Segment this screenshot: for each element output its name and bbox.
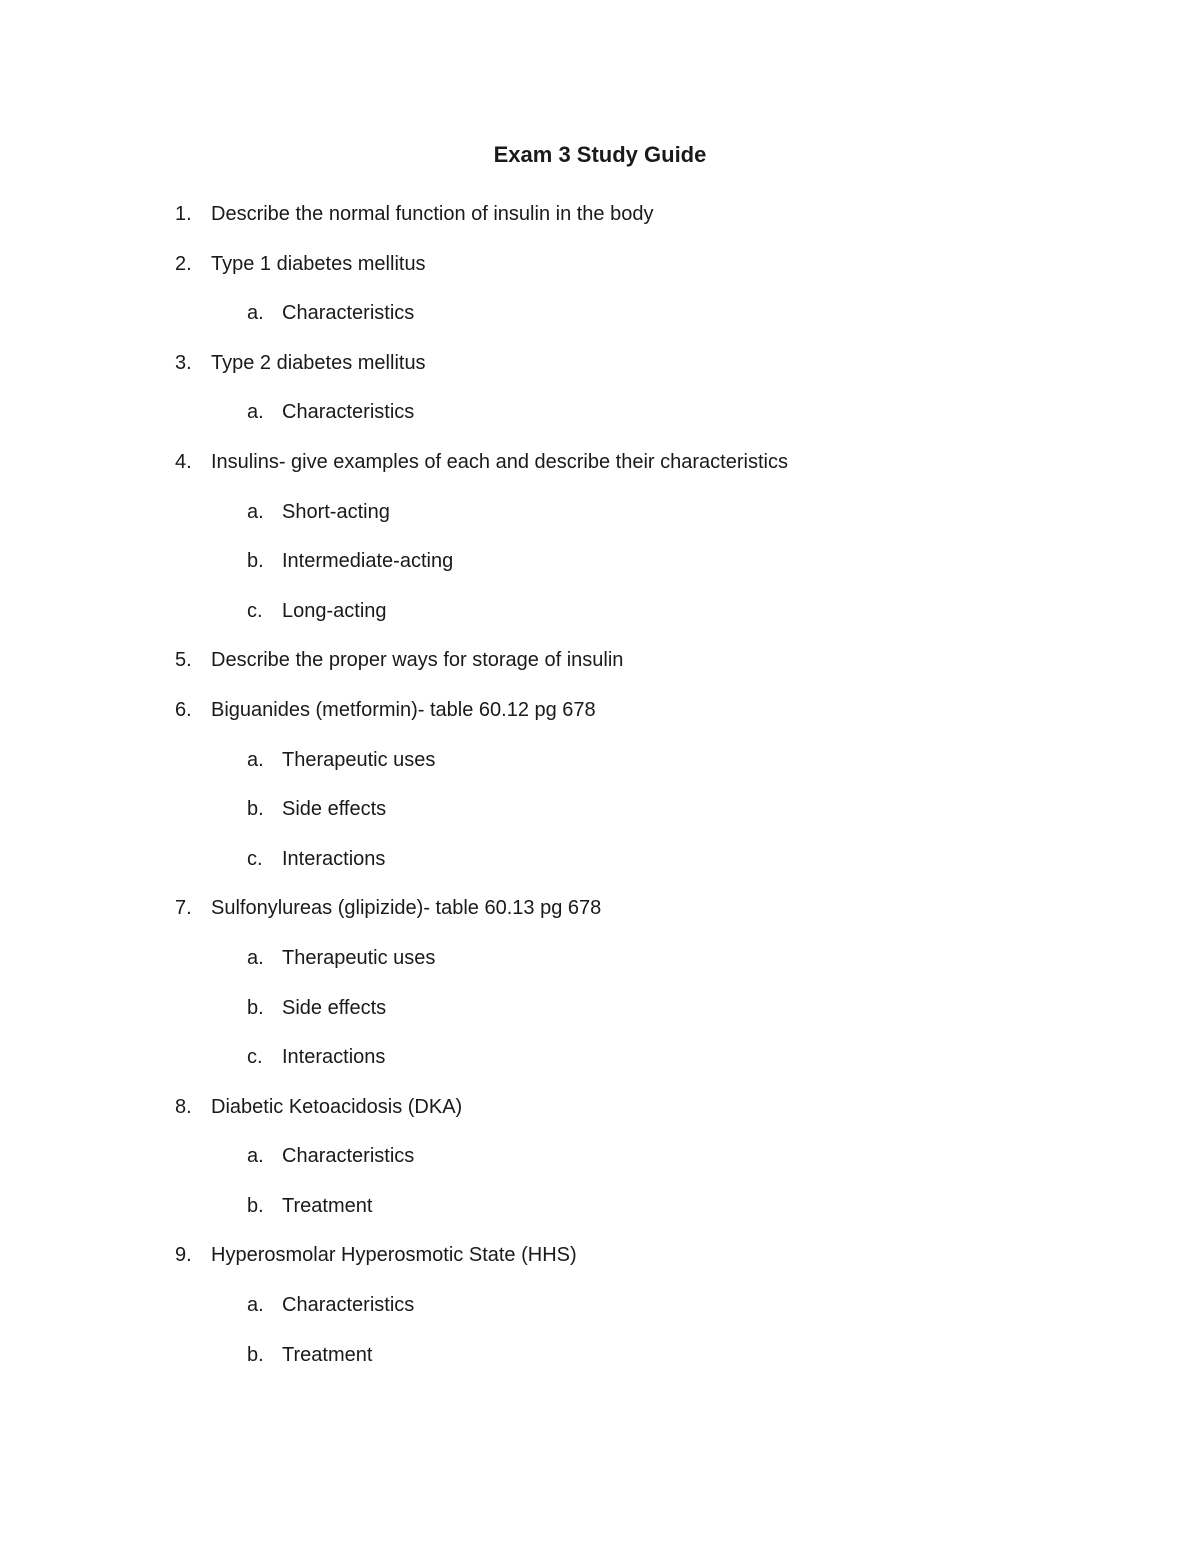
sub-list-item-letter: c.: [247, 599, 263, 622]
sub-list-item: [0, 794, 1200, 844]
sub-list-item-letter: a.: [247, 946, 264, 969]
list-item: [0, 249, 1200, 299]
sub-list-item-text: Characteristics: [282, 302, 415, 325]
sub-list-item-text: Side effects: [282, 798, 387, 821]
sub-list-item: [0, 1191, 1200, 1241]
list-item-text: Hyperosmolar Hyperosmotic State (HHS): [211, 1244, 577, 1267]
sub-list-item-text: Characteristics: [282, 1145, 415, 1168]
sub-list-item-text: Therapeutic uses: [282, 748, 436, 771]
list-item-number: 3.: [175, 351, 192, 374]
list-item-text: Insulins- give examples of each and describe their characteristics: [211, 450, 788, 473]
sub-list-item-letter: c.: [247, 847, 263, 870]
list-item-text: Diabetic Ketoacidosis (DKA): [211, 1095, 463, 1118]
sub-list-item-letter: a.: [247, 500, 264, 523]
list-item: [0, 893, 1200, 943]
sub-list-item-letter: b.: [247, 798, 264, 821]
list-item-number: 2.: [175, 252, 192, 275]
sub-list-item-letter: b.: [247, 1343, 264, 1366]
list-item: [0, 645, 1200, 695]
list-item-text: Biguanides (metformin)- table 60.12 pg 678: [211, 698, 596, 721]
sub-list-item-text: Therapeutic uses: [282, 946, 436, 969]
sub-list-item-text: Interactions: [282, 1046, 386, 1069]
sub-list-item-letter: b.: [247, 550, 264, 573]
list-item-text: Describe the proper ways for storage of insulin: [211, 649, 624, 672]
sub-list-item: [0, 943, 1200, 993]
sub-list-item: [0, 993, 1200, 1043]
sub-list-item-text: Short-acting: [282, 500, 390, 523]
sub-list-item: [0, 1340, 1200, 1390]
list-item: [0, 1092, 1200, 1142]
list-item-text: Describe the normal function of insulin in the body: [211, 203, 654, 225]
list-item-text: Sulfonylureas (glipizide)- table 60.13 pg 678: [211, 897, 602, 920]
sub-list-item: [0, 497, 1200, 547]
sub-list-item-letter: a.: [247, 401, 264, 424]
sub-list-item-letter: c.: [247, 1046, 263, 1069]
sub-list-item-letter: a.: [247, 1294, 264, 1317]
outline-list: [0, 199, 1200, 1389]
page-title: Exam 3 Study Guide: [493, 142, 707, 167]
sub-list-item-text: Characteristics: [282, 401, 415, 424]
sub-list-item-text: Treatment: [282, 1194, 373, 1217]
sub-list-item-text: Intermediate-acting: [282, 550, 454, 573]
list-item-number: 7.: [175, 897, 192, 920]
sub-list-item: [0, 546, 1200, 596]
sub-list-item-letter: b.: [247, 996, 264, 1019]
sub-list-item-letter: a.: [247, 748, 264, 771]
list-item-number: 8.: [175, 1095, 192, 1118]
list-item-number: 1.: [175, 203, 192, 225]
list-item: [0, 1240, 1200, 1290]
sub-list-item-text: Long-acting: [282, 599, 387, 622]
list-item-number: 5.: [175, 649, 192, 672]
list-item-text: Type 2 diabetes mellitus: [211, 351, 426, 374]
list-item-number: 4.: [175, 450, 192, 473]
sub-list-item-letter: a.: [247, 302, 264, 325]
sub-list-item-text: Interactions: [282, 847, 386, 870]
list-item-text: Type 1 diabetes mellitus: [211, 252, 426, 275]
list-item: [0, 348, 1200, 398]
list-item: [0, 447, 1200, 497]
list-item: [0, 199, 1200, 249]
sub-list-item: [0, 1141, 1200, 1191]
sub-list-item-text: Treatment: [282, 1343, 373, 1366]
sub-list-item: [0, 397, 1200, 447]
sub-list-item: [0, 1290, 1200, 1340]
list-item: [0, 695, 1200, 745]
list-item-number: 9.: [175, 1244, 192, 1267]
sub-list-item: [0, 596, 1200, 646]
sub-list-item-text: Characteristics: [282, 1294, 415, 1317]
sub-list-item: [0, 844, 1200, 894]
sub-list-item-letter: a.: [247, 1145, 264, 1168]
sub-list-item: [0, 1042, 1200, 1092]
sub-list-item: [0, 745, 1200, 795]
sub-list-item-text: Side effects: [282, 996, 387, 1019]
list-item-number: 6.: [175, 698, 192, 721]
sub-list-item: [0, 298, 1200, 348]
sub-list-item-letter: b.: [247, 1194, 264, 1217]
